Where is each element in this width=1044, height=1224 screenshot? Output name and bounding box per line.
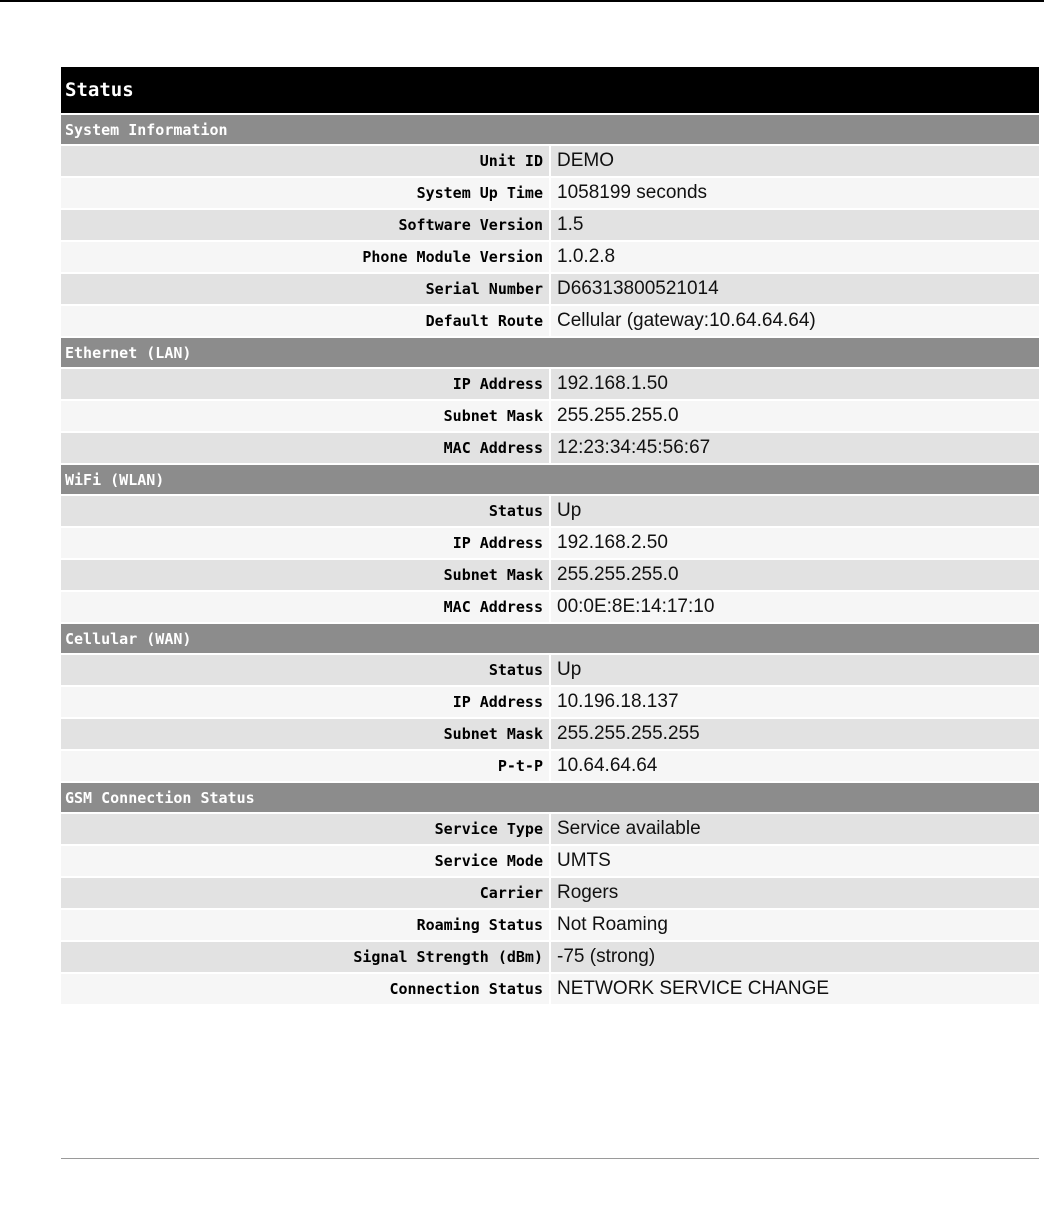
field-value: D66313800521014 (550, 273, 1039, 305)
table-row (61, 654, 1039, 686)
field-label: Software Version (61, 209, 550, 241)
field-value: 1.5 (550, 209, 1039, 241)
section-heading: Cellular (WAN) (61, 623, 1039, 654)
field-value: 00:0E:8E:14:17:10 (550, 591, 1039, 623)
field-label: Connection Status (61, 973, 550, 1005)
table-row (61, 845, 1039, 877)
status-table (61, 67, 1039, 1006)
field-label: Signal Strength (dBm) (61, 941, 550, 973)
field-value: 10.196.18.137 (550, 686, 1039, 718)
field-label: Default Route (61, 305, 550, 337)
field-label: MAC Address (61, 591, 550, 623)
section-heading: GSM Connection Status (61, 782, 1039, 813)
field-value: Not Roaming (550, 909, 1039, 941)
field-value: DEMO (550, 145, 1039, 177)
field-value: Cellular (gateway:10.64.64.64) (550, 305, 1039, 337)
field-value: UMTS (550, 845, 1039, 877)
table-row (61, 241, 1039, 273)
field-label: MAC Address (61, 432, 550, 464)
field-value: 1058199 seconds (550, 177, 1039, 209)
table-row (61, 368, 1039, 400)
field-value: NETWORK SERVICE CHANGE (550, 973, 1039, 1005)
field-value: 192.168.1.50 (550, 368, 1039, 400)
table-row (61, 559, 1039, 591)
field-value: 255.255.255.0 (550, 559, 1039, 591)
table-row (61, 145, 1039, 177)
table-row (61, 591, 1039, 623)
section-header-gsm-connection-status (61, 782, 1039, 813)
field-value: 1.0.2.8 (550, 241, 1039, 273)
field-value: Service available (550, 813, 1039, 845)
section-header-wifi-wlan (61, 464, 1039, 495)
field-label: Service Mode (61, 845, 550, 877)
section-heading: System Information (61, 114, 1039, 145)
field-label: IP Address (61, 368, 550, 400)
status-title-row (61, 67, 1039, 114)
top-rule (0, 0, 1044, 2)
field-label: Roaming Status (61, 909, 550, 941)
section-heading: WiFi (WLAN) (61, 464, 1039, 495)
field-label: Unit ID (61, 145, 550, 177)
field-value: Rogers (550, 877, 1039, 909)
table-row (61, 718, 1039, 750)
field-label: IP Address (61, 527, 550, 559)
field-label: Carrier (61, 877, 550, 909)
table-row (61, 495, 1039, 527)
field-value: 12:23:34:45:56:67 (550, 432, 1039, 464)
field-value: 10.64.64.64 (550, 750, 1039, 782)
status-table-body (61, 67, 1039, 1005)
table-row (61, 209, 1039, 241)
table-row (61, 909, 1039, 941)
field-value: -75 (strong) (550, 941, 1039, 973)
section-heading: Ethernet (LAN) (61, 337, 1039, 368)
page-title: Status (61, 67, 1039, 114)
table-row (61, 973, 1039, 1005)
field-value: Up (550, 654, 1039, 686)
field-label: Phone Module Version (61, 241, 550, 273)
field-label: Subnet Mask (61, 559, 550, 591)
table-row (61, 813, 1039, 845)
table-row (61, 177, 1039, 209)
table-row (61, 877, 1039, 909)
field-label: Subnet Mask (61, 718, 550, 750)
field-label: Status (61, 654, 550, 686)
field-label: System Up Time (61, 177, 550, 209)
table-row (61, 941, 1039, 973)
section-header-cellular-wan (61, 623, 1039, 654)
field-label: Status (61, 495, 550, 527)
section-header-ethernet-lan (61, 337, 1039, 368)
table-row (61, 527, 1039, 559)
section-header-system-information (61, 114, 1039, 145)
field-label: P-t-P (61, 750, 550, 782)
field-value: 255.255.255.0 (550, 400, 1039, 432)
field-label: IP Address (61, 686, 550, 718)
table-row (61, 750, 1039, 782)
table-row (61, 273, 1039, 305)
table-row (61, 432, 1039, 464)
table-bottom-rule (61, 1158, 1039, 1159)
table-row (61, 305, 1039, 337)
table-row (61, 400, 1039, 432)
table-row (61, 686, 1039, 718)
field-value: Up (550, 495, 1039, 527)
field-value: 255.255.255.255 (550, 718, 1039, 750)
field-label: Serial Number (61, 273, 550, 305)
field-value: 192.168.2.50 (550, 527, 1039, 559)
field-label: Service Type (61, 813, 550, 845)
field-label: Subnet Mask (61, 400, 550, 432)
